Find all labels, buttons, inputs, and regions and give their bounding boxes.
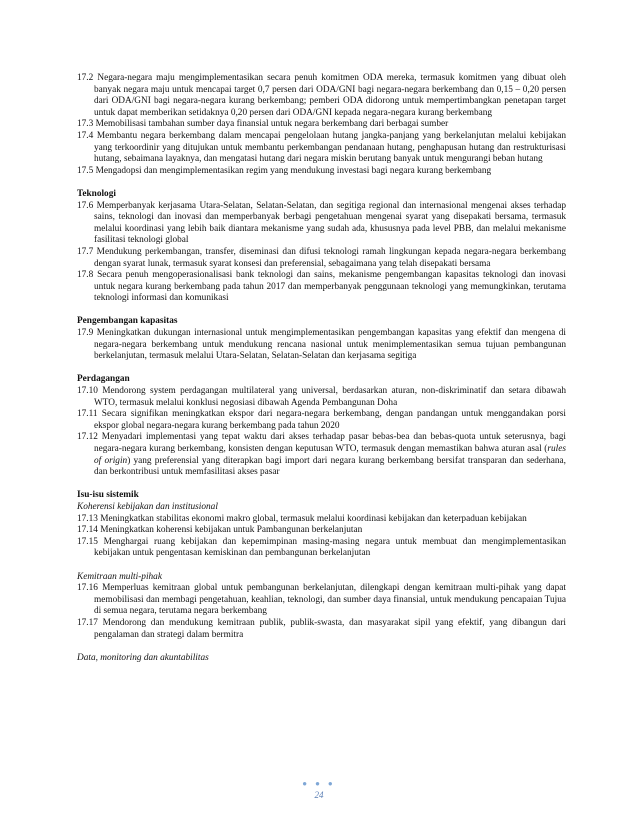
list-item-17-10: 17.10 Mendorong system perdagangan multilateral yang universal, berdasarkan aturan, non-diskriminatif dan setara dibawah WTO, termasuk melalui konklusi negosiasi dibawah Agenda Pembangunan Doha [77,386,566,408]
list-item-17-4: 17.4 Membantu negara berkembang dalam mencapai pengelolaan hutang jangka-panjang yang berkelanjutan melalui kebijakan yang terkoordinir yang ditujukan untuk membantu perkembangan pendanaan hutang, penghapusan hutang dan restrukturisasi hutang, sebaimana layaknya, dan mengatasi hutang dari negara miskin berutang banyak untuk mengurangi beban hutang [77,130,566,165]
subheading-kemitraan-multi-pihak: Kemitraan multi-pihak [77,571,162,582]
list-item-17-11: 17.11 Secara signifikan meningkatkan ekspor dari negara-negara berkembang, dengan pandangan untuk menggandakan porsi ekspor global negara-negara kurang berkembang pada tahun 2020 [77,409,566,431]
list-item-17-2: 17.2 Negara-negara maju mengimplementasikan secara penuh komitmen ODA mereka, termasuk komitmen yang dibuat oleh banyak negara maju untuk mencapai target 0,7 persen dari ODA/GNI bagi negara-negara berkembang dan 0,15 – 0,20 persen dari ODA/GNI bagi negara-negara kurang berkembang; pemberi ODA didorong untuk mempertimbangkan penetapan target untuk dapat memberikan setidaknya 0,20 persen dari ODA/GNI kepada negara-negara kurang berkembang [77,73,566,118]
section-data-monitoring [77,653,566,665]
list-item-17-6: 17.6 Memperbanyak kerjasama Utara-Selatan, Selatan-Selatan, dan segitiga regional dan internasional mengenai akses terhadap sains, teknologi dan inovasi dan memperbanyak berbagi pengetahuan mengenai syarat yang disepakati bersama, termasuk melalui koordinasi yang lebih baik diantara mekanisme yang sudah ada, khususnya pada level PBB, dan melalui mekanisme fasilitasi teknologi global [77,200,566,246]
list-item-17-12: 17.12 Menyadari implementasi yang tepat waktu dari akses terhadap pasar bebas-bea dan bebas-quota untuk seterusnya, bagi negara-negara kurang berkembang, konsisten dengan keputusan WTO, termasuk dengan memastikan bahwa aturan asal (rules of origin) yang preferensial yang diterapkan bagi import dari negara kurang berkembang bersifat transparan dan sederhana, dan berkontribusi untuk memfasilitasi akses pasar [77,432,566,478]
list-item-17-14: 17.14 Meningkatkan koherensi kebijakan untuk Pambangunan berkelanjutan [77,525,363,536]
section-teknologi [77,189,566,305]
section-heading-perdagangan: Perdagangan [77,374,130,385]
footer-dots-icon: ● ● ● [302,779,336,788]
list-item-17-17: 17.17 Mendorong dan mendukung kemitraan publik, publik-swasta, dan masyarakat sipil yang efektif, yang dibangun dari pengalaman dan strategi dalam bermitra [77,617,566,640]
subheading-koherensi-kebijakan: Koherensi kebijakan dan institusional [77,501,218,512]
section-heading-isu-sistemik: Isu-isu sistemik [77,490,139,501]
list-item-17-3: 17.3 Memobilisasi tambahan sumber daya finansial untuk negara berkembang dari berbagai sumber [77,119,449,130]
section-isu-sistemik [77,490,566,560]
section-keuangan [77,73,566,177]
list-item-17-16: 17.16 Memperluas kemitraan global untuk pembangunan berkelanjutan, dilengkapi dengan kemitraan multi-pihak yang dapat memobilisasi dan membagi pengetahuan, keahlian, teknologi, dan sumber daya finansial, untuk mendukung pencapaian Tujua di semua negara, terutama negara berkembang [77,583,566,617]
section-perdagangan [77,374,566,478]
list-item-17-5: 17.5 Mengadopsi dan mengimplementasikan regim yang mendukung investasi bagi negara kurang berkembang [77,165,492,176]
page-content [77,73,566,664]
section-pengembangan-kapasitas [77,316,566,362]
section-kemitraan-multi-pihak [77,572,566,642]
subheading-data-monitoring: Data, monitoring dan akuntabilitas [77,652,209,663]
section-heading-pengembangan-kapasitas: Pengembangan kapasitas [77,316,178,327]
list-item-17-9: 17.9 Meningkatkan dukungan internasional untuk mengimplementasikan pengembangan kapasitas yang efektif dan mengena di negara-negara berkembang untuk mendukung rencana nasional untuk menimplementasikan semua tujuan pembangunan berkelanjutan, termasuk melalui Utara-Selatan, Selatan-Selatan dan kerjasama segitiga [77,328,566,362]
page-number: 24 [314,790,324,800]
emphasis-rules-of-origin: rules of origin [94,444,566,466]
list-item-17-7: 17.7 Mendukung perkembangan, transfer, diseminasi dan difusi teknologi ramah lingkungan kepada negara-negara berkembang dengan syarat lunak, termasuk syarat konsesi dan preferensial, sebagaimana yang telah disepakati bersama [77,246,566,269]
list-item-17-13: 17.13 Meningkatkan stabilitas ekonomi makro global, termasuk melalui koordinasi kebijakan dan keterpaduan kebijakan [77,513,527,524]
list-item-17-8: 17.8 Secara penuh mengoperasionalisasi bank teknologi dan sains, mekanisme pengembangan kapasitas teknologi dan inovasi untuk negara kurang berkembang pada tahun 2017 dan memperbanyak penggunaan teknologi yang memungkinkan, terutama teknologi informasi dan komunikasi [77,270,566,304]
list-item-17-15: 17.15 Menghargai ruang kebijakan dan kepemimpinan masing-masing negara untuk membuat dan mengimplementasikan kebijakan untuk pengentasan kemiskinan dan pembangunan berkelanjutan [77,536,566,559]
section-heading-teknologi: Teknologi [77,188,116,199]
